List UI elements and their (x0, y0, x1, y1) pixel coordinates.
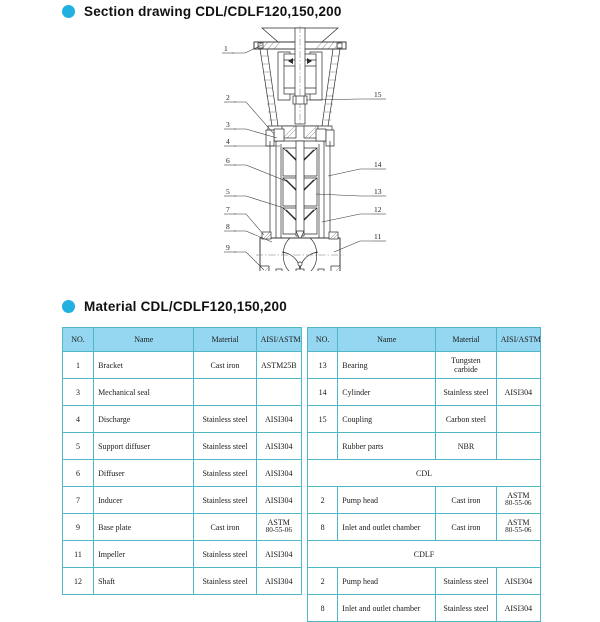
callout-3: 3 (226, 120, 230, 129)
callout-1: 1 (224, 44, 228, 53)
group-label-cdl: CDL (308, 460, 541, 487)
callout-group-right (372, 90, 386, 241)
table-row (63, 460, 302, 487)
cell-no: 2 (308, 487, 338, 514)
cell-astm: AISI304 (496, 379, 540, 406)
cell-astm: AISI304 (256, 433, 301, 460)
cell-no: 3 (63, 379, 94, 406)
callout-8: 8 (226, 222, 230, 231)
cell-material: Carbon steel (436, 406, 497, 433)
table-row (63, 487, 302, 514)
cell-name: Inducer (94, 487, 194, 514)
cell-material: Stainless steel (194, 487, 256, 514)
column-header-material: Material (194, 328, 256, 352)
cell-no: 1 (63, 352, 94, 379)
cell-astm: AISI304 (496, 568, 540, 595)
material-table-right (307, 327, 541, 622)
cell-astm: ASTM25B (256, 352, 301, 379)
table-row (63, 352, 302, 379)
cell-astm (496, 352, 540, 379)
cell-astm: AISI304 (256, 541, 301, 568)
cell-no (308, 433, 338, 460)
column-header-name: Name (338, 328, 436, 352)
callout-12: 12 (374, 205, 382, 214)
column-header-name: Name (94, 328, 194, 352)
section-drawing-heading-label: Section drawing CDL/CDLF120,150,200 (84, 4, 342, 19)
callout-14: 14 (374, 160, 382, 169)
cell-name: Base plate (94, 514, 194, 541)
cell-no: 15 (308, 406, 338, 433)
cell-astm (256, 379, 301, 406)
table-row (308, 433, 541, 460)
cell-name: Inlet and outlet chamber (338, 514, 436, 541)
cell-astm-line1: ASTM (507, 518, 530, 528)
cell-material: Tungsten carbide (436, 352, 497, 379)
table-row (63, 433, 302, 460)
table-row (63, 379, 302, 406)
table-row (308, 514, 541, 541)
cell-material: Stainless steel (436, 379, 497, 406)
cell-astm-line2: 80-55-06 (505, 526, 532, 535)
cell-no: 2 (308, 568, 338, 595)
cell-material: Cast iron (194, 352, 256, 379)
pump-section-drawing (150, 26, 450, 271)
table-row (63, 541, 302, 568)
callout-group-left (222, 44, 236, 252)
column-header-astm: AISI/ASTM (496, 328, 540, 352)
cell-material: Stainless steel (194, 433, 256, 460)
cell-name: Mechanical seal (94, 379, 194, 406)
table-row (308, 406, 541, 433)
cell-no: 14 (308, 379, 338, 406)
cell-name: Shaft (94, 568, 194, 595)
column-header-no: NO. (63, 328, 94, 352)
cell-name: Cylinder (338, 379, 436, 406)
cell-material (194, 379, 256, 406)
cell-astm: AISI304 (256, 568, 301, 595)
cell-name: Bracket (94, 352, 194, 379)
callout-9: 9 (226, 243, 230, 252)
callout-2: 2 (226, 93, 230, 102)
cell-name: Discharge (94, 406, 194, 433)
table-row (308, 568, 541, 595)
cell-material: Stainless steel (194, 460, 256, 487)
cell-material: Stainless steel (194, 406, 256, 433)
group-row-cdlf (308, 541, 541, 568)
callout-15: 15 (374, 90, 382, 99)
cell-material: NBR (436, 433, 497, 460)
cell-material: Stainless steel (194, 568, 256, 595)
cell-name: Coupling (338, 406, 436, 433)
table-header-row (63, 328, 302, 352)
cell-no: 12 (63, 568, 94, 595)
callout-6: 6 (226, 156, 230, 165)
cell-name: Inlet and outlet chamber (338, 595, 436, 622)
callout-5: 5 (226, 187, 230, 196)
cell-material: Stainless steel (436, 568, 497, 595)
cell-no: 9 (63, 514, 94, 541)
table-row (308, 352, 541, 379)
cell-astm (496, 514, 540, 541)
table-row (63, 406, 302, 433)
column-header-no: NO. (308, 328, 338, 352)
table-row (308, 487, 541, 514)
table-header-row (308, 328, 541, 352)
cell-name: Diffuser (94, 460, 194, 487)
callout-7: 7 (226, 205, 230, 214)
cell-no: 8 (308, 595, 338, 622)
cell-astm (496, 487, 540, 514)
cell-astm (496, 433, 540, 460)
callout-13: 13 (374, 187, 382, 196)
cell-no: 4 (63, 406, 94, 433)
cell-astm: AISI304 (256, 487, 301, 514)
table-row (63, 568, 302, 595)
cell-no: 8 (308, 514, 338, 541)
cell-no: 11 (63, 541, 94, 568)
cell-astm: AISI304 (256, 460, 301, 487)
table-row (308, 595, 541, 622)
cell-name: Bearing (338, 352, 436, 379)
group-label-cdlf: CDLF (308, 541, 541, 568)
cell-name: Pump head (338, 487, 436, 514)
cell-name: Support diffuser (94, 433, 194, 460)
section-drawing-heading (62, 4, 342, 19)
cell-material: Cast iron (194, 514, 256, 541)
material-table-left (62, 327, 302, 595)
column-header-astm: AISI/ASTM (256, 328, 301, 352)
cell-astm-line2: 80-55-06 (265, 526, 292, 535)
cell-material: Stainless steel (194, 541, 256, 568)
cell-astm: AISI304 (256, 406, 301, 433)
cell-astm-line1: ASTM (267, 518, 290, 528)
table-row (308, 379, 541, 406)
bullet-icon (62, 300, 75, 313)
cell-no: 6 (63, 460, 94, 487)
cell-astm-line2: 80-55-06 (505, 499, 532, 508)
cell-astm-line1: ASTM (507, 491, 530, 501)
cell-astm (256, 514, 301, 541)
cell-material: Cast iron (436, 487, 497, 514)
material-heading (62, 299, 287, 314)
cell-name: Rubber parts (338, 433, 436, 460)
cell-name: Pump head (338, 568, 436, 595)
cell-material: Stainless steel (436, 595, 497, 622)
callout-11: 11 (374, 232, 382, 241)
bullet-icon (62, 5, 75, 18)
column-header-material: Material (436, 328, 497, 352)
cell-no: 5 (63, 433, 94, 460)
cell-no: 13 (308, 352, 338, 379)
cell-name: Impeller (94, 541, 194, 568)
table-row (63, 514, 302, 541)
cell-astm: AISI304 (496, 595, 540, 622)
cell-material: Cast iron (436, 514, 497, 541)
material-heading-label: Material CDL/CDLF120,150,200 (84, 299, 287, 314)
callout-4: 4 (226, 137, 230, 146)
cell-no: 7 (63, 487, 94, 514)
cell-astm (496, 406, 540, 433)
group-row-cdl (308, 460, 541, 487)
